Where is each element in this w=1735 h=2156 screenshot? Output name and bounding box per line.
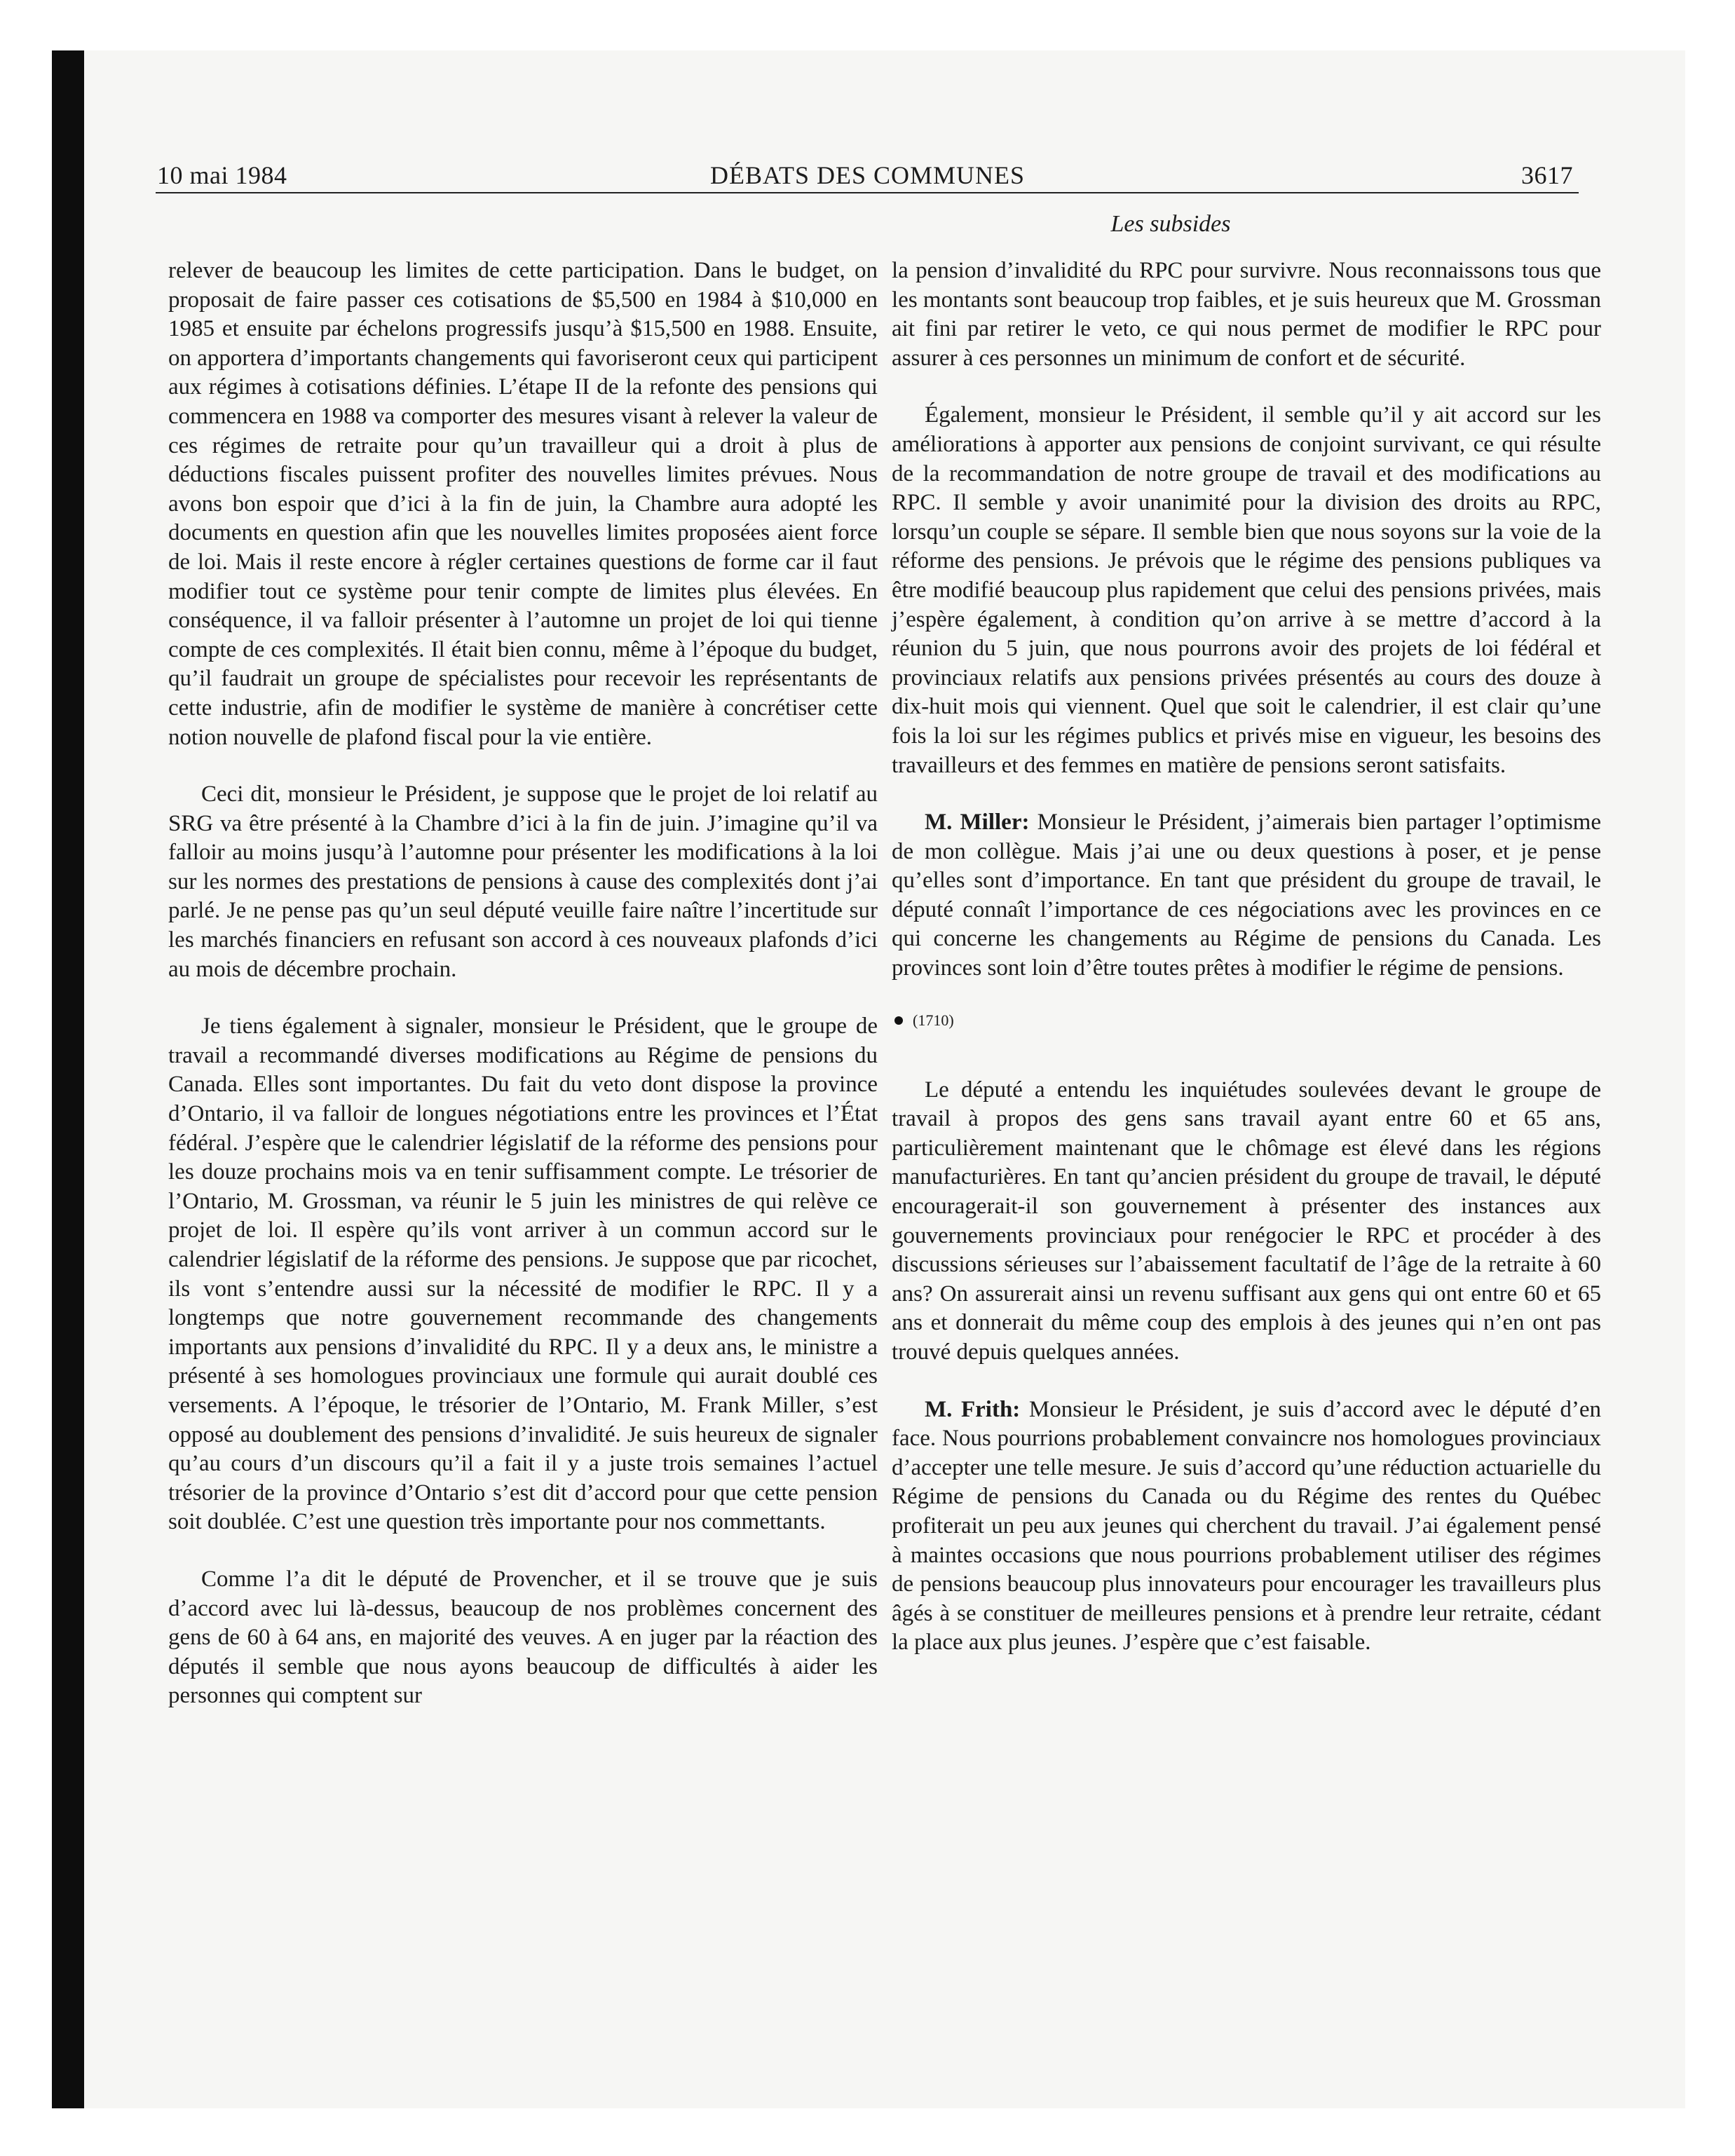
paragraph — [892, 808, 1601, 983]
section-title: Les subsides — [1110, 211, 1231, 237]
header-rule — [156, 192, 1579, 193]
paragraph: Également, monsieur le Président, il semble qu’il y ait accord sur les améliorations à apporter aux pensions de conjoint survivant, ce qui résulte de la recommandation de notre groupe de travail et des modifications au RPC. Il semble y avoir unanimité pour la division des droits au RPC, lorsqu’un couple se sépare. Il semble bien que nous soyons sur la voie de la réforme des pensions. Je prévois que le régime des pensions publiques va être modifié beaucoup plus rapidement que celui des pensions privées, mais j’espère également, à condition qu’on arrive à se mettre d’accord à la réunion du 5 juin, que nous pourrons avoir des projets de loi fédéral et provinciaux relatifs aux pensions privées présentés au cours des douze à dix-huit mois qui viennent. Quel que soit le calendrier, il est clair qu’une fois la loi sur les régimes publics et privés mise en vigueur, les besoins des travailleurs et des femmes en matière de pensions seront satisfaits. — [892, 402, 1601, 778]
paragraph: Comme l’a dit le député de Provencher, et il se trouve que je suis d’accord avec lui là-dessus, beaucoup de nos problèmes concernent des gens de 60 à 64 ans, en majorité des veuves. A en juger par la réaction des députés il semble que nous ayons beaucoup de difficultés à aider les personnes qui comptent sur — [168, 1566, 878, 1709]
time-marker-text: (1710) — [913, 1011, 954, 1029]
speaker-name: M. Miller: — [925, 810, 1030, 835]
paragraph: la pension d’invalidité du RPC pour survivre. Nous reconnaissons tous que les montants sont beaucoup trop faibles, et je suis heureux que M. Grossman ait fini par retirer le veto, ce qui nous permet de modifier le RPC pour assurer à ces personnes un minimum de confort et de sécurité. — [892, 258, 1601, 371]
bullet-icon — [894, 1016, 903, 1025]
paragraph-text: Monsieur le Président, j’aimerais bien partager l’optimisme de mon collègue. Mais j’ai une ou deux questions à poser, et je pense qu’elles sont d’importance. En tant que président du groupe de travail, le député connaît l’importance de ces négociations avec les provinces en ce qui concerne les changements au Régime de pensions du Canada. Les provinces sont loin d’être toutes prêtes à modifier le régime de pensions. — [892, 810, 1601, 981]
speaker-name: M. Frith: — [925, 1396, 1021, 1422]
right-column — [892, 257, 1601, 1658]
paragraph-text: Monsieur le Président, je suis d’accord avec le député d’en face. Nous pourrions probablement convaincre nos homologues provinciaux d’accepter une telle mesure. Je suis d’accord qu’une réduction actuarielle du Régime de pensions du Canada ou du Régime des rentes du Québec profiterait un peu aux jeunes qui cherchent du travail. J’ai également pensé à maintes occasions que nous pourrions probablement utiliser des régimes de pensions beaucoup plus innovateurs pour encourager les travailleurs plus âgés à se constituer de meilleures pensions et à prendre leur retraite, cédant la place aux plus jeunes. J’espère que c’est faisable. — [892, 1396, 1601, 1656]
paragraph: Le député a entendu les inquiétudes soulevées devant le groupe de travail à propos des gens sans travail ayant entre 60 et 65 ans, particulièrement maintenant que le chômage est élevé dans les régions manufacturières. En tant qu’ancien président du groupe de travail, le député encouragerait-il son gouvernement à présenter des instances aux gouvernements provinciaux pour renégocier le RPC et procéder à des discussions sérieuses sur l’abaissement facultatif de l’âge de la retraite à 60 ans? On assurerait ainsi un revenu suffisant aux gens qui ont entre 60 et 65 ans et donnerait du même coup des emplois à des jeunes qui n’en ont pas trouvé depuis quelques années. — [892, 1077, 1601, 1365]
paragraph: relever de beaucoup les limites de cette participation. Dans le budget, on proposait de faire passer ces cotisations de $5,500 en 1984 à $10,000 en 1985 et ensuite par échelons progressifs jusqu’à $15,500 en 1988. Ensuite, on apportera d’importants changements qui favoriseront ceux qui participent aux régimes à cotisations définies. L’étape II de la refonte des pensions qui commencera en 1988 va comporter des mesures visant à relever la valeur de ces régimes de retraite pour qu’un travailleur qui a droit à plus de déductions fiscales puissent profiter des nouvelles limites prévues. Nous avons bon espoir que d’ici à la fin de juin, la Chambre aura adopté les documents en question afin que les nouvelles limites proposées aient force de loi. Mais il reste encore à régler certaines questions de forme car il faut modifier tout ce système pour tenir compte de limites plus élevées. En conséquence, il va falloir présenter à l’automne un projet de loi qui tienne compte de ces complexités. Il était bien connu, même à l’époque du budget, qu’il faudrait un groupe de spécialistes pour recevoir les représentants de cette industrie, afin de modifier le système de manière à concrétiser cette notion nouvelle de plafond fiscal pour la vie entière. — [168, 258, 878, 750]
paragraph — [892, 1396, 1601, 1658]
page-number: 3617 — [1521, 161, 1573, 189]
binding-edge — [52, 50, 84, 2108]
time-marker — [892, 1010, 1601, 1031]
paragraph: Je tiens également à signaler, monsieur le Président, que le groupe de travail a recommandé diverses modifications au Régime de pensions du Canada. Elles sont importantes. Du fait du veto dont dispose la province d’Ontario, il va falloir de longues négotiations entre les provinces et l’État fédéral. J’espère que le calendrier législatif de la réforme des pensions pour les douze prochains mois va en tenir suffisamment compte. Le trésorier de l’Ontario, M. Grossman, va réunir le 5 juin les ministres de qui relève ce projet de loi. Il espère qu’ils vont arriver à un commun accord sur le calendrier législatif de la réforme des pensions. Je suppose que par ricochet, ils vont s’entendre aussi sur la nécessité de modifier le RPC. Il y a longtemps que notre gouvernement recommande des changements importants aux pensions d’invalidité du RPC. Il y a deux ans, le ministre a présenté à ses homologues provinciaux une formule qui aurait doublé ces versements. A l’époque, le trésorier de l’Ontario, M. Frank Miller, s’est opposé au doublement des pensions d’invalidité. Je suis heureux de signaler qu’au cours d’un discours qu’il a fait il y a juste trois semaines l’actuel trésorier de la province d’Ontario s’est dit d’accord pour que cette pension soit doublée. C’est une question très importante pour nos commettants. — [168, 1014, 878, 1535]
header-title: DÉBATS DES COMMUNES — [709, 161, 1026, 189]
header-date: 10 mai 1984 — [157, 161, 287, 189]
paragraph: Ceci dit, monsieur le Président, je suppose que le projet de loi relatif au SRG va être présenté à la Chambre d’ici à la fin de juin. J’imagine qu’il va falloir au moins jusqu’à l’automne pour présenter les modifications à la loi sur les normes des prestations de pensions à cause des complexités dont j’ai parlé. Je ne pense pas qu’un seul député veuille faire naître l’incertitude sur les marchés financiers en refusant son accord à ces nouveaux plafonds d’ici au mois de décembre prochain. — [168, 782, 878, 982]
left-column — [168, 257, 878, 1711]
